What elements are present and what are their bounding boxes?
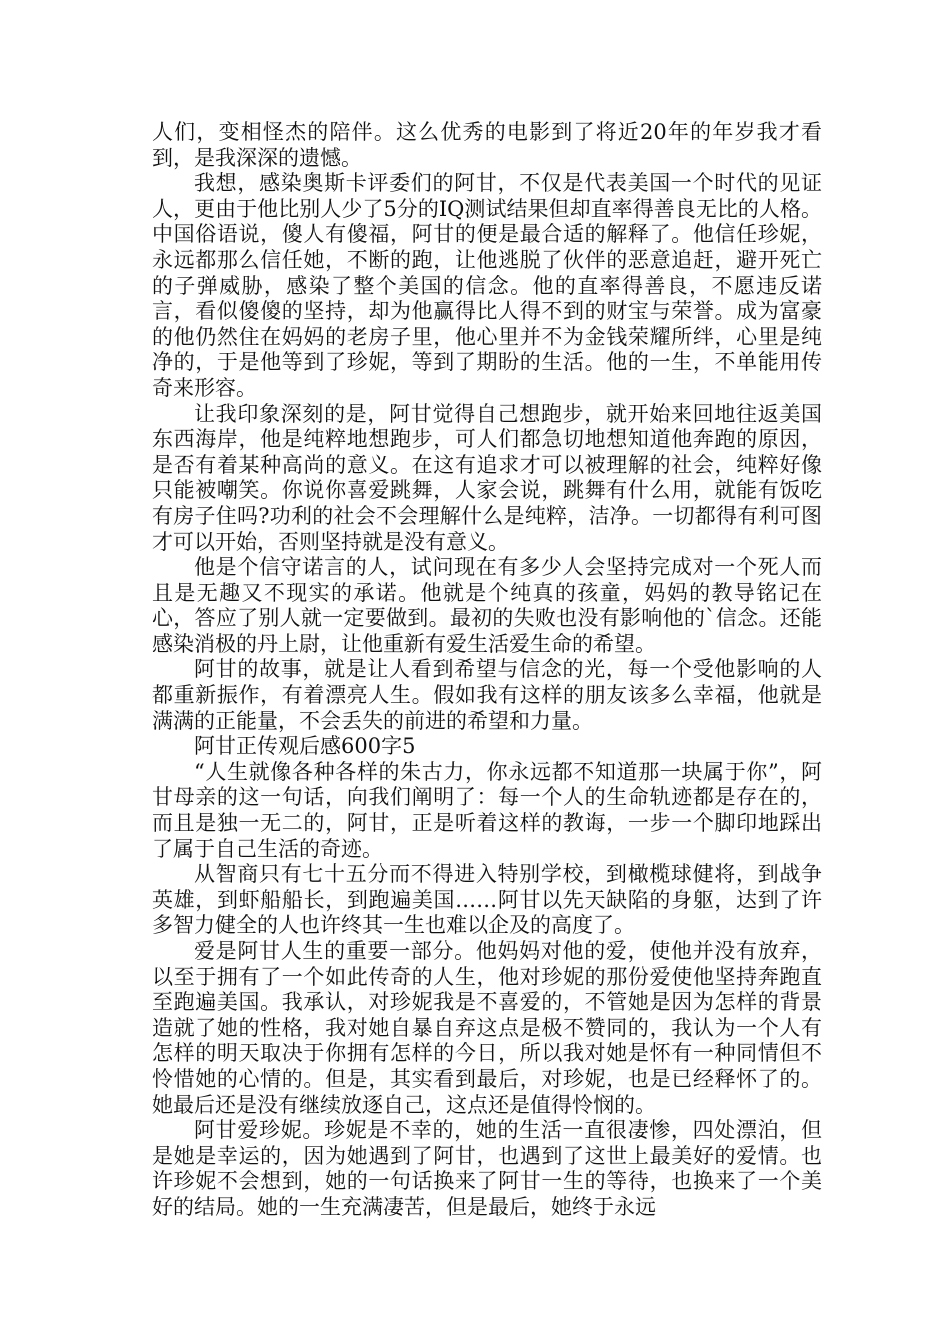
section-heading: 阿甘正传观后感600字5 [194, 734, 416, 759]
paragraph-love: 爱是阿甘人生的重要一部分。他妈妈对他的爱，使他并没有放弃，以至于拥有了一个如此传奇的人生，他对珍妮的那份爱使他坚持奔跑直至跑遍美国。我承认，对珍妮我是不喜爱的，不管她是因为怎样的背景造就了她的性格，我对她自暴自弃这点是极不赞同的，我认为一个人有怎样的明天取决于你拥有怎样的今日，所以我对她是怀有一种同情但不怜惜她的心情的。但是，其实看到最后，对珍妮，也是已经释怀了的。她最后还是没有继续放逐自己，这点还是值得怜悯的。 [152, 939, 822, 1117]
paragraph-jury-impression: 我想，感染奥斯卡评委们的阿甘，不仅是代表美国一个时代的见证人，更由于他比别人少了5分的IQ测试结果但却直率得善良无比的人格。中国俗语说，傻人有傻福，阿甘的便是最合适的解释了。他信任珍妮，永远都那么信任她，不断的跑，让他逃脱了伙伴的恶意追赶，避开死亡的子弹威胁，感染了整个美国的信念。他的直率得善良，不愿违反诺言，看似傻傻的坚持，却为他赢得比人得不到的财宝与荣誉。成为富豪的他仍然住在妈妈的老房子里，他心里并不为金钱荣耀所绊，心里是纯净的，于是他等到了珍妮，等到了期盼的生活。他的一生，不单能用传奇来形容。 [152, 171, 822, 400]
document-page [152, 120, 822, 1221]
paragraph-achievements: 从智商只有七十五分而不得进入特别学校，到橄榄球健将，到战争英雄，到虾船船长，到跑遍美国……阿甘以先天缺陷的身躯，达到了许多智力健全的人也许终其一生也难以企及的高度了。 [152, 862, 822, 938]
paragraph-hope: 阿甘的故事，就是让人看到希望与信念的光，每一个受他影响的人都重新振作，有着漂亮人生。假如我有这样的朋友该多么幸福，他就是满满的正能量，不会丢失的前进的希望和力量。 [152, 657, 822, 733]
paragraph-continuation: 人们，变相怪杰的陪伴。这么优秀的电影到了将近20年的年岁我才看到，是我深深的遗憾。 [152, 120, 822, 170]
paragraph-chocolate-quote: “人生就像各种各样的朱古力，你永远都不知道那一块属于你”，阿甘母亲的这一句话，向我们阐明了：每一个人的生命轨迹都是存在的，而且是独一无二的，阿甘，正是听着这样的教诲，一步一个脚印地踩出了属于自己生活的奇迹。 [152, 759, 822, 861]
paragraph-promise: 他是个信守诺言的人，试问现在有多少人会坚持完成对一个死人而且是无趣又不现实的承诺。他就是个纯真的孩童，妈妈的教导铭记在心，答应了别人就一定要做到。最初的失败也没有影响他的`信念。还能感染消极的丹上尉，让他重新有爱生活爱生命的希望。 [152, 555, 822, 656]
paragraph-running: 让我印象深刻的是，阿甘觉得自己想跑步，就开始来回地往返美国东西海岸，他是纯粹地想跑步，可人们都急切地想知道他奔跑的原因，是否有着某种高尚的意义。在这有追求才可以被理解的社会，纯粹好像只能被嘲笑。你说你喜爱跳舞，人家会说，跳舞有什么用，就能有饭吃有房子住吗?功利的社会不会理解什么是纯粹，洁净。一切都得有利可图才可以开始，否则坚持就是没有意义。 [152, 401, 822, 554]
paragraph-jenny: 阿甘爱珍妮。珍妮是不幸的，她的生活一直很凄惨，四处漂泊，但是她是幸运的，因为她遇到了阿甘，也遇到了这世上最美好的爱情。也许珍妮不会想到，她的一句话换来了阿甘一生的等待，也换来了一个美好的结局。她的一生充满凄苦，但是最后，她终于永远 [152, 1118, 822, 1219]
